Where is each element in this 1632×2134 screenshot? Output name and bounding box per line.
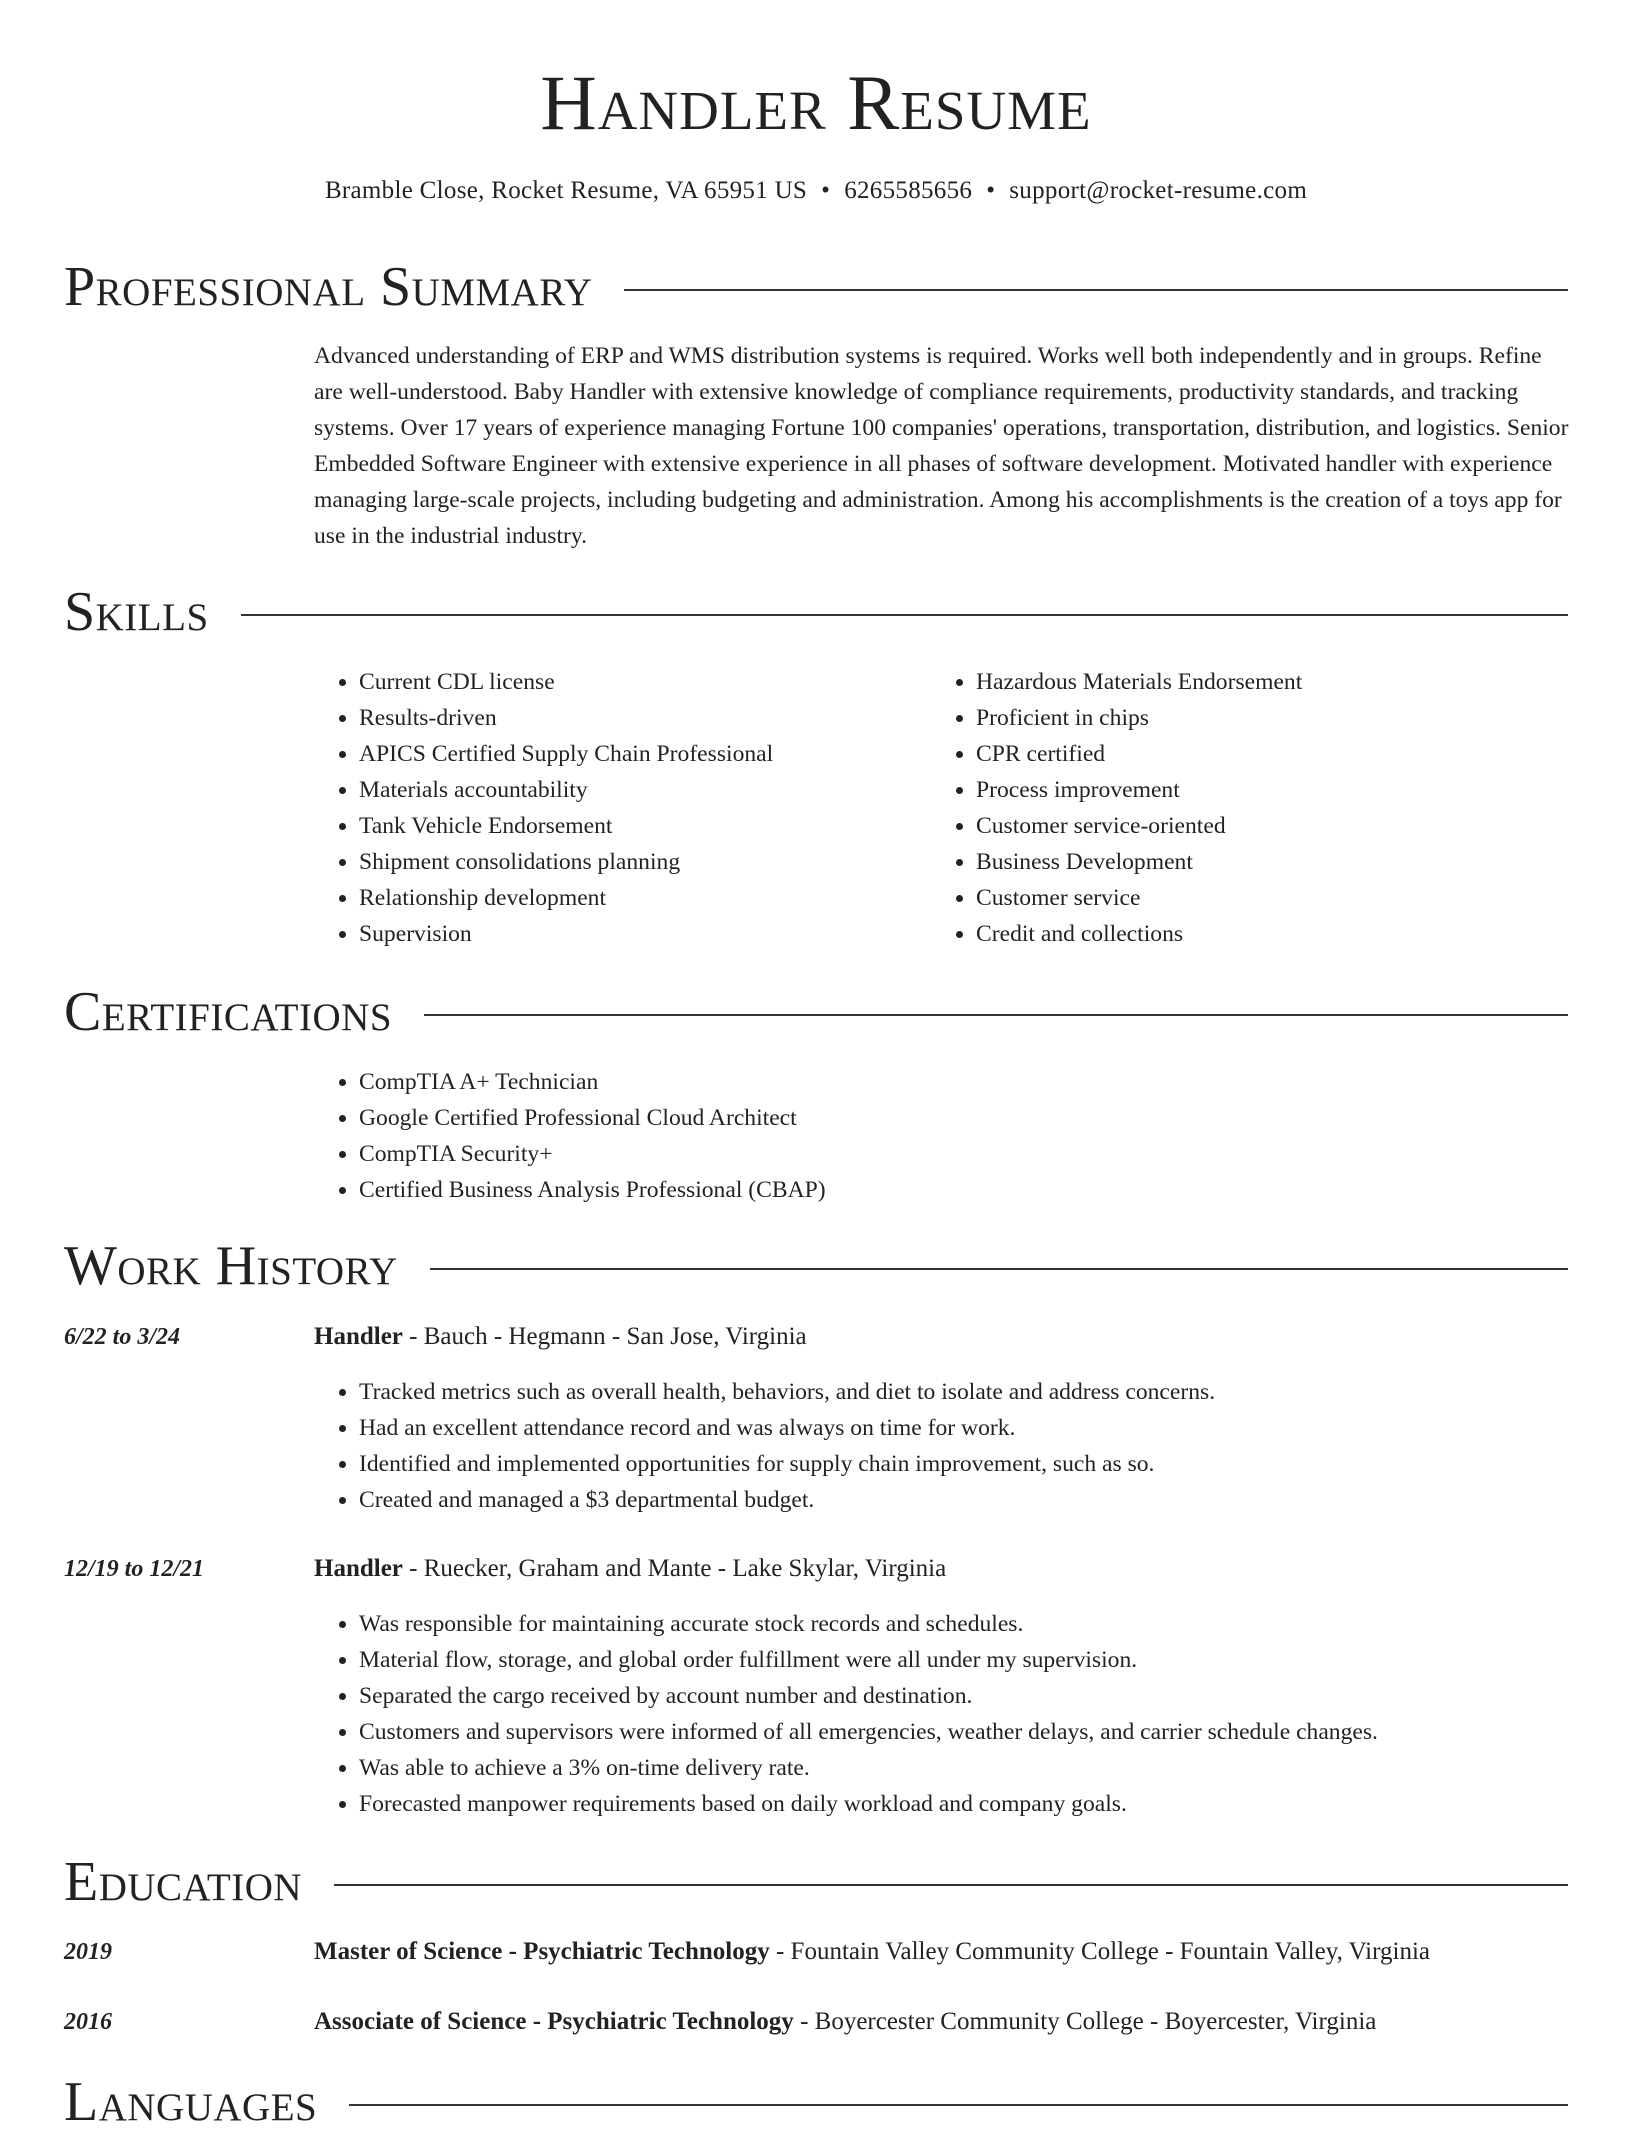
job-bullets-block [314,1374,1574,1518]
skill-item: • Results-driven [359,700,914,736]
contact-email[interactable]: support@rocket-resume.com [1009,177,1308,204]
skills-column-right [931,664,1571,952]
education-line [314,2004,1376,2040]
skill-item: • Customer service [976,880,1571,916]
skills-list-left [314,664,914,952]
skill-item: • Process improvement [976,772,1571,808]
job-bullet: • Tracked metrics such as overall health, behaviors, and diet to isolate and address concerns. [359,1374,1574,1410]
education-year: 2019 [64,1939,112,1965]
skill-item: • Relationship development [359,880,914,916]
section-header-certifications [64,980,1568,1044]
job-bullet-list [314,1606,1574,1822]
section-header-work-history [64,1234,1568,1298]
job-bullet: • Separated the cargo received by account number and destination. [359,1678,1574,1714]
skill-item: • Shipment consolidations planning [359,844,914,880]
section-divider [424,1014,1568,1016]
contact-line [0,174,1632,208]
certifications-list [314,1064,1574,1208]
contact-address: Bramble Close, Rocket Resume, VA 65951 US [324,177,808,204]
section-divider [349,2104,1568,2106]
education-degree: Master of Science - Psychiatric Technology [314,1938,770,1965]
skill-item: • Current CDL license [359,664,914,700]
job-bullet: • Had an excellent attendance record and was always on time for work. [359,1410,1574,1446]
section-title-work-history: Work History [64,1235,398,1297]
skill-item: • CPR certified [976,736,1571,772]
skill-item: • Proficient in chips [976,700,1571,736]
section-title-certifications: Certifications [64,981,393,1043]
certification-item: • CompTIA A+ Technician [359,1064,1574,1100]
section-title-skills: Skills [64,581,209,643]
certification-item: • CompTIA Security+ [359,1136,1574,1172]
job-dates: 6/22 to 3/24 [64,1324,181,1350]
job-bullet: • Identified and implemented opportunities for supply chain improvement, such as so. [359,1446,1574,1482]
section-title-summary: Professional Summary [64,256,593,318]
skill-item: • APICS Certified Supply Chain Professional [359,736,914,772]
section-divider [430,1268,1568,1270]
job-role: Handler [314,1323,403,1350]
contact-phone: 6265585656 [844,177,973,204]
skill-item: • Tank Vehicle Endorsement [359,808,914,844]
job-dates: 12/19 to 12/21 [64,1556,205,1582]
job-employer-location: - Bauch - Hegmann - San Jose, Virginia [402,1323,807,1350]
education-line [314,1934,1430,1970]
job-role: Handler [314,1555,403,1582]
job-bullet: • Material flow, storage, and global order fulfillment were all under my supervision. [359,1642,1574,1678]
education-school-location: - Fountain Valley Community College - Fountain Valley, Virginia [769,1938,1430,1965]
skill-item: • Materials accountability [359,772,914,808]
certification-item: • Google Certified Professional Cloud Architect [359,1100,1574,1136]
certification-item: • Certified Business Analysis Professional (CBAP) [359,1172,1574,1208]
job-title-line [314,1319,807,1355]
job-bullets-block [314,1606,1574,1822]
contact-separator: • [821,177,831,204]
job-bullet: • Customers and supervisors were informed of all emergencies, weather delays, and carrier schedule changes. [359,1714,1574,1750]
education-degree: Associate of Science - Psychiatric Technology [314,2008,794,2035]
job-title-line [314,1551,946,1587]
skill-item: • Customer service-oriented [976,808,1571,844]
skills-column-left [314,664,914,952]
skill-item: • Business Development [976,844,1571,880]
section-header-languages [64,2070,1568,2134]
certifications-block [314,1064,1574,1208]
skill-item: • Supervision [359,916,914,952]
section-header-summary [64,255,1568,319]
section-header-skills [64,580,1568,644]
job-bullet: • Forecasted manpower requirements based on daily workload and company goals. [359,1786,1574,1822]
section-divider [334,1884,1568,1886]
section-header-education [64,1850,1568,1914]
job-employer-location: - Ruecker, Graham and Mante - Lake Skylar, Virginia [402,1555,947,1582]
job-bullet: • Was able to achieve a 3% on-time delivery rate. [359,1750,1574,1786]
section-divider [241,614,1568,616]
education-school-location: - Boyercester Community College - Boyercester, Virginia [793,2008,1377,2035]
summary-text: Advanced understanding of ERP and WMS distribution systems is required. Works well both independently and in groups. Refine are well-understood. Baby Handler with extensive knowledge of compliance requirements, productivity standards, and tracking systems. Over 17 years of experience managing Fortune 100 companies' operations, transportation, distribution, and logistics. Senior Embedded Software Engineer with extensive experience in all phases of software development. Motivated handler with experience managing large-scale projects, including budgeting and administration. Among his accomplishments is the creation of a toys app for use in the industrial industry. [314,343,1569,549]
skills-list-right [931,664,1571,952]
job-bullet-list [314,1374,1574,1518]
education-year: 2016 [64,2009,112,2035]
contact-separator: • [986,177,996,204]
section-title-education: Education [64,1851,303,1913]
skill-item: • Credit and collections [976,916,1571,952]
resume-name: Handler Resume [540,59,1092,146]
job-bullet: • Was responsible for maintaining accurate stock records and schedules. [359,1606,1574,1642]
section-title-languages: Languages [64,2071,318,2133]
job-bullet: • Created and managed a $3 departmental budget. [359,1482,1574,1518]
section-divider [624,289,1568,291]
skill-item: • Hazardous Materials Endorsement [976,664,1571,700]
